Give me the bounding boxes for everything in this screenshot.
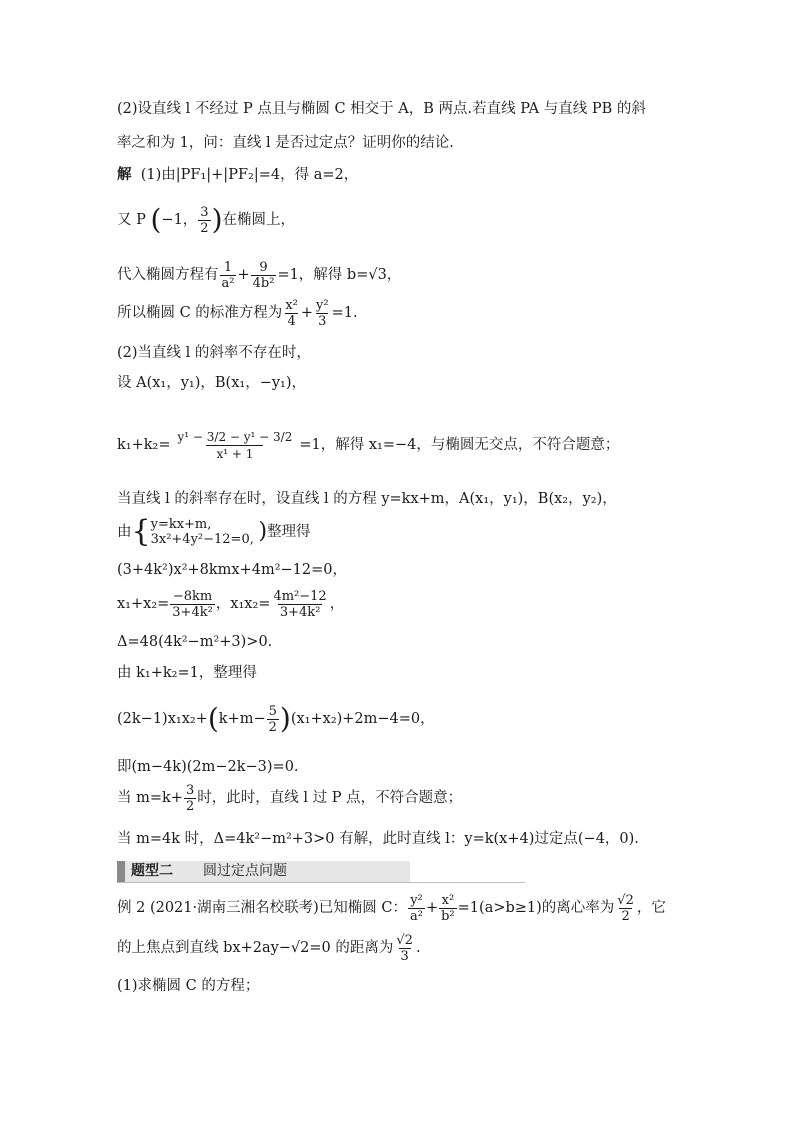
- solution-step-13: 由 k₁+k₂=1，整理得: [117, 665, 257, 681]
- example-line-1: [117, 890, 666, 926]
- example-line-2: [117, 930, 421, 966]
- step-text: 所以椭圆 C 的标准方程为: [117, 305, 283, 321]
- fraction: $\frac{-8km}{\text{3+4k²}}$: [172, 588, 213, 620]
- plus-sign: +: [237, 267, 250, 283]
- step-text: (2k−1)x₁x₂+: [117, 711, 208, 727]
- banner-marker: [117, 861, 125, 882]
- step-text: =1，解得 x₁=−4，与椭圆无交点，不符合题意；: [299, 437, 620, 453]
- fraction: $\frac{\text{x²}}{4}$: [285, 297, 298, 329]
- fraction: $\frac{\text{x²}}{\text{b²}}$: [441, 892, 455, 924]
- step-text: (x₁+x₂)+2m−4=0，: [290, 711, 435, 727]
- step-text: k+m−: [218, 711, 266, 727]
- solution-step-10: (3+4k²)x²+8kmx+4m²−12=0，: [117, 562, 348, 578]
- fraction: $\frac{9}{\text{4b²}}$: [252, 259, 275, 291]
- solution-step-8: 当直线 l 的斜率存在时，设直线 l 的方程 y=kx+m，A(x₁，y₁)，B(x₂，y₂)，: [117, 491, 617, 507]
- solution-step-15: 即(m−4k)(2m−2k−3)=0.: [117, 759, 299, 775]
- fraction: $\frac{\text{y²}}{\text{a²}}$: [409, 892, 423, 924]
- step-text: 由: [117, 524, 132, 540]
- solution-step-11: [117, 585, 344, 623]
- problem-part2-line2: 率之和为 1，问：直线 l 是否过定点？证明你的结论.: [117, 135, 454, 151]
- solution-step-2: [117, 203, 295, 237]
- solution-step-7: [117, 420, 619, 470]
- solution-label: 解: [117, 166, 132, 183]
- step-text: (1)由|PF₁|+|PF₂|=4，得 a=2，: [140, 167, 359, 183]
- fraction: $\frac{√2}{3}$: [396, 932, 413, 964]
- step-text: =1，解得 b=√3，: [277, 267, 402, 283]
- left-brace: {: [131, 514, 151, 549]
- solution-step-16: [117, 780, 462, 816]
- right-paren: ): [279, 702, 291, 735]
- left-paren: (: [150, 203, 162, 236]
- step-text: 的上焦点到直线 bx+2ay−√2=0 的距离为: [117, 940, 394, 956]
- step-text: =1.: [331, 305, 358, 321]
- step-text: k₁+k₂=: [117, 437, 171, 453]
- solution-step-9: [117, 515, 311, 549]
- step-text: 时，此时，直线 l 过 P 点，不符合题意；: [197, 790, 463, 806]
- step-text: 又 P: [117, 212, 146, 228]
- section-divider: [407, 882, 525, 883]
- equation-system: [151, 517, 254, 547]
- fraction: $\frac{√2}{2}$: [617, 892, 634, 924]
- right-paren: ): [258, 519, 268, 544]
- fraction: $\frac{1}{\text{a²}}$: [221, 259, 235, 291]
- step-text: ，: [329, 596, 345, 612]
- solution-step-4: [117, 296, 358, 330]
- solution-step-6: 设 A(x₁，y₁)，B(x₁，−y₁)，: [117, 375, 307, 391]
- solution-step-17: 当 m=4k 时，Δ=4k²−m²+3>0 有解，此时直线 l：y=k(x+4)过定点(−4，0).: [117, 831, 639, 847]
- problem-part2-line1: (2)设直线 l 不经过 P 点且与椭圆 C 相交于 A，B 两点.若直线 PA 与直线 PB 的斜: [117, 101, 646, 117]
- slope-fraction: $\frac{\text{y¹ − 3/2 − y¹ − 3/2}}{\text{x¹ + 1}}$: [177, 429, 293, 461]
- system-row: y=kx+m,: [150, 517, 212, 532]
- left-paren: (: [207, 702, 219, 735]
- fraction: $\frac{5}{2}$: [268, 703, 277, 735]
- step-text: =1(a>b≥1)的离心率为: [457, 900, 615, 916]
- right-paren: ): [211, 203, 223, 236]
- example-line-3: (1)求椭圆 C 的方程；: [117, 978, 260, 994]
- solution-step-14: [117, 700, 435, 738]
- plus-sign: +: [300, 305, 314, 321]
- solution-step-3: [117, 258, 401, 292]
- section-banner: [117, 861, 410, 883]
- step-text: −1，: [161, 212, 198, 228]
- fraction: $\frac{\text{y²}}{3}$: [316, 297, 329, 329]
- step-text: .: [415, 940, 421, 956]
- section-tag: 题型二: [131, 863, 173, 879]
- step-text: 整理得: [267, 524, 311, 540]
- step-text: x₁+x₂=: [117, 596, 170, 612]
- section-title: 圆过定点问题: [203, 863, 287, 879]
- plus-sign: +: [425, 900, 439, 916]
- step-text: ，x₁x₂=: [215, 596, 271, 612]
- solution-step-12: Δ=48(4k²−m²+3)>0.: [117, 634, 273, 650]
- step-text: 在椭圆上，: [222, 212, 296, 228]
- step-text: 代入椭圆方程有: [117, 267, 219, 283]
- fraction: $\frac{3}{2}$: [185, 782, 195, 814]
- step-text: 当 m=k+: [117, 790, 183, 806]
- fraction: $\frac{3}{2}$: [200, 204, 209, 236]
- system-row: 3x²+4y²−12=0,: [150, 532, 254, 547]
- fraction: $\frac{\text{4m²−12}}{\text{3+4k²}}$: [273, 588, 327, 620]
- solution-step-5: (2)当直线 l 的斜率不存在时，: [117, 345, 311, 361]
- step-text: 例 2 (2021·湖南三湘名校联考)已知椭圆 C：: [117, 900, 407, 916]
- step-text: ，它: [636, 900, 666, 916]
- solution-step-1: [117, 165, 358, 185]
